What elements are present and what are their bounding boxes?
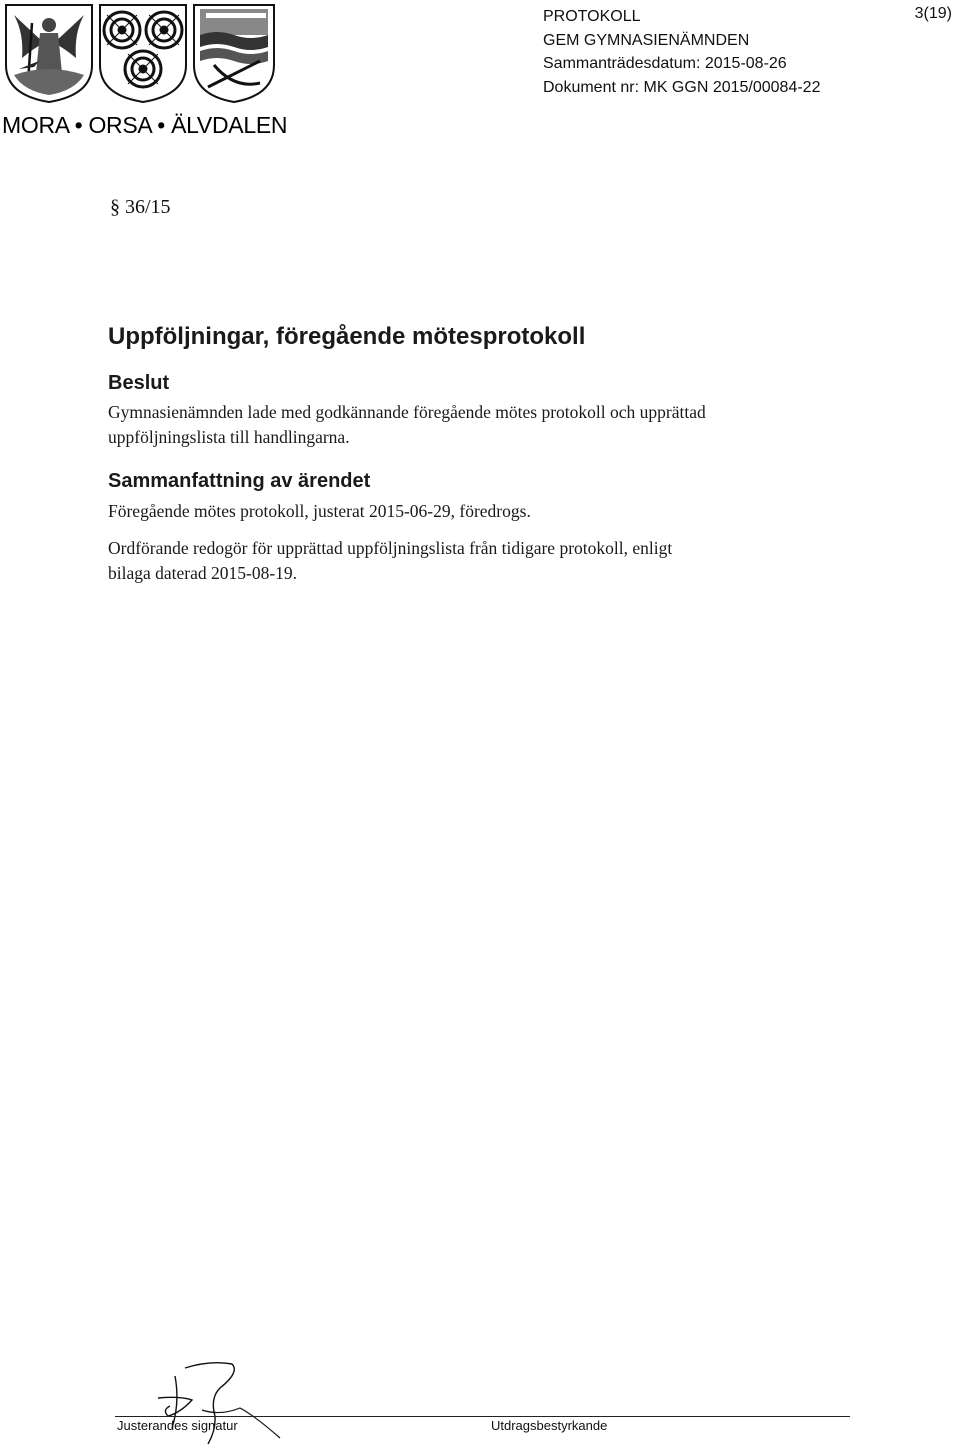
decision-line: Gymnasienämnden lade med godkännande föregående mötes protokoll och upprättad	[108, 402, 706, 422]
summary-paragraph: Föregående mötes protokoll, justerat 2015-06-29, föredrogs.	[108, 501, 531, 521]
document-header	[543, 5, 820, 99]
summary-heading: Sammanfattning av ärendet	[108, 470, 371, 492]
signature-label: Justerandes signatur	[117, 1418, 238, 1433]
alvdalen-coat-of-arms-icon	[194, 5, 274, 102]
municipal-coats-of-arms	[4, 3, 276, 103]
section-title: Uppföljningar, föregående mötesprotokoll	[108, 323, 586, 350]
organization-name: MORA • ORSA • ÄLVDALEN	[2, 112, 288, 138]
committee-name: GEM GYMNASIENÄMNDEN	[543, 31, 750, 49]
excerpt-certification-label: Utdragsbestyrkande	[491, 1418, 608, 1433]
document-type: PROTOKOLL	[543, 8, 641, 25]
orsa-coat-of-arms-icon	[100, 5, 186, 102]
document-number: Dokument nr: MK GGN 2015/00084-22	[543, 78, 821, 96]
decision-heading: Beslut	[108, 372, 170, 394]
footer-rule	[115, 1416, 850, 1417]
mora-coat-of-arms-icon	[6, 5, 92, 102]
decision-line: uppföljningslista till handlingarna.	[108, 427, 350, 447]
handwritten-signature	[150, 1358, 290, 1448]
decision-text	[108, 400, 706, 450]
meeting-date: Sammanträdesdatum: 2015-08-26	[543, 55, 787, 72]
page-number: 3(19)	[914, 5, 952, 22]
paragraph-number: § 36/15	[110, 196, 171, 218]
summary-line: Ordförande redogör för upprättad uppföljningslista från tidigare protokoll, enligt	[108, 538, 673, 558]
summary-paragraph	[108, 536, 672, 586]
summary-line: bilaga daterad 2015-08-19.	[108, 563, 298, 583]
